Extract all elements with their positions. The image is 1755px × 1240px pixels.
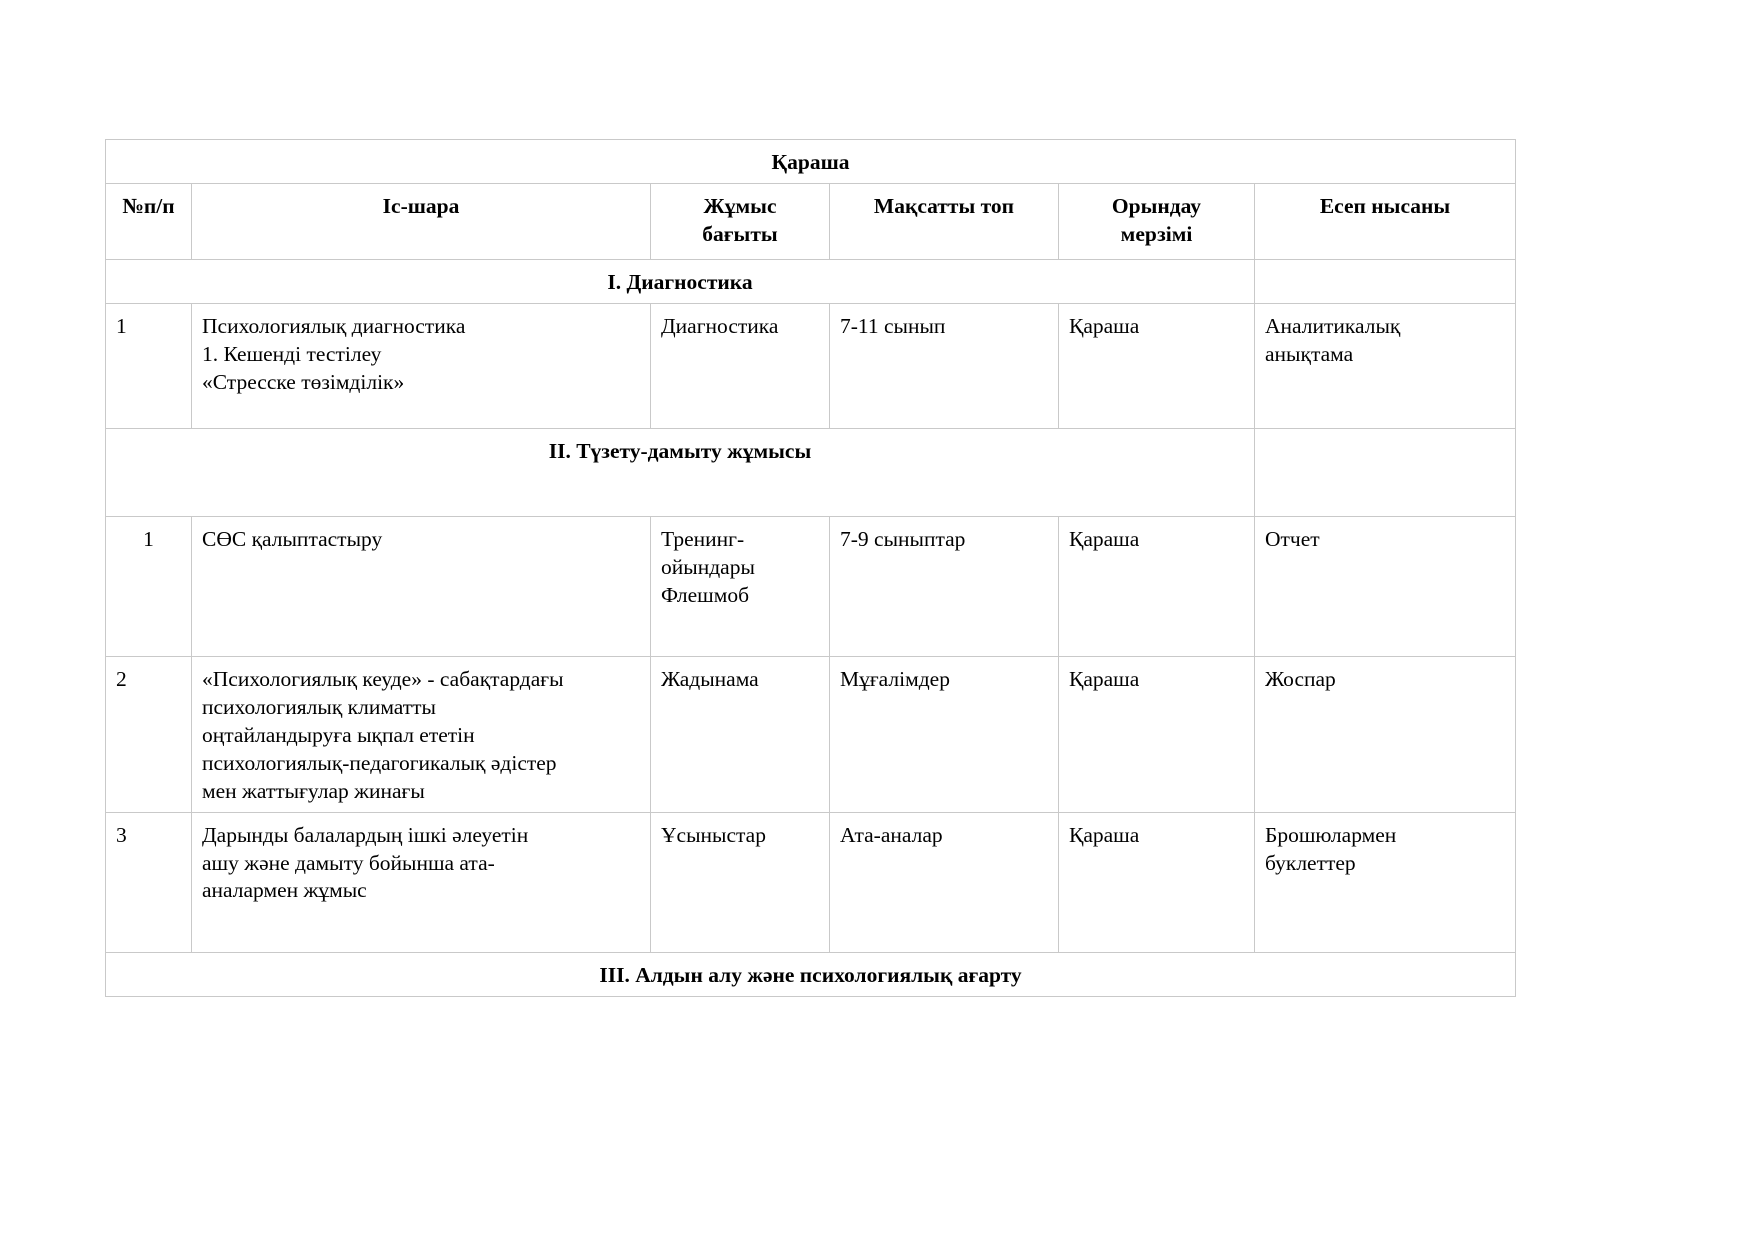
row-number: 3 <box>106 812 192 952</box>
row-event <box>192 516 651 656</box>
row-target-group: Ата-аналар <box>830 812 1059 952</box>
row-term: Қараша <box>1059 516 1255 656</box>
row-report-line: Брошюлармен <box>1265 822 1397 847</box>
row-event-line: аналармен жұмыс <box>202 878 367 903</box>
column-header-report-form: Есеп нысаны <box>1255 183 1516 259</box>
row-direction <box>651 656 830 812</box>
section-1-heading-spacer <box>1255 259 1516 303</box>
row-direction-line: ойындары <box>661 554 755 579</box>
row-event <box>192 812 651 952</box>
row-direction-line: Жадынама <box>661 666 759 691</box>
monthly-plan-table <box>105 139 1516 997</box>
row-term: Қараша <box>1059 812 1255 952</box>
table-title-row <box>106 140 1516 184</box>
row-target-group: 7-11 сынып <box>830 303 1059 428</box>
row-event-line: Психологиялық диагностика <box>202 313 466 338</box>
row-direction <box>651 812 830 952</box>
row-target-group: Мұғалімдер <box>830 656 1059 812</box>
table-row <box>106 812 1516 952</box>
month-title: Қараша <box>106 140 1516 184</box>
table-header-row <box>106 183 1516 259</box>
row-event-line: 1. Кешенді тестілеу <box>202 341 382 366</box>
column-header-event: Іс-шара <box>192 183 651 259</box>
row-report-line: Жоспар <box>1265 666 1336 691</box>
row-report-form <box>1255 303 1516 428</box>
table-row <box>106 516 1516 656</box>
section-heading-2: ІІ. Түзету-дамыту жұмысы <box>106 428 1255 516</box>
row-direction-line: Флешмоб <box>661 582 750 607</box>
row-number: 1 <box>106 516 192 656</box>
row-term: Қараша <box>1059 303 1255 428</box>
row-report-line: Отчет <box>1265 526 1320 551</box>
row-event-line: ашу және дамыту бойынша ата- <box>202 850 495 875</box>
column-header-target-group: Мақсатты топ <box>830 183 1059 259</box>
row-number: 1 <box>106 303 192 428</box>
row-report-line: Аналитикалық <box>1265 313 1401 338</box>
plan-table-container <box>105 139 1515 997</box>
row-report-line: буклеттер <box>1265 850 1356 875</box>
section-heading-row-2 <box>106 428 1516 516</box>
row-direction <box>651 516 830 656</box>
row-event <box>192 303 651 428</box>
row-event-line: «Психологиялық кеуде» - сабақтардағы <box>202 666 564 691</box>
row-target-group: 7-9 сыныптар <box>830 516 1059 656</box>
section-heading-3: ІІІ. Алдын алу және психологиялық ағарту <box>106 952 1516 996</box>
row-direction-line: Тренинг- <box>661 526 745 551</box>
section-heading-row-3 <box>106 952 1516 996</box>
column-header-direction <box>651 183 830 259</box>
section-2-heading-spacer <box>1255 428 1516 516</box>
row-event-line: Дарынды балалардың ішкі әлеуетін <box>202 822 529 847</box>
row-report-form <box>1255 812 1516 952</box>
section-heading-1: І. Диагностика <box>106 259 1255 303</box>
row-event-line: «Стресске төзімділік» <box>202 369 405 394</box>
row-direction: Диагностика <box>651 303 830 428</box>
row-event <box>192 656 651 812</box>
row-event-line: СӨС қалыптастыру <box>202 526 383 551</box>
row-event-line: психологиялық-педагогикалық әдістер <box>202 750 557 775</box>
row-report-line: анықтама <box>1265 341 1354 366</box>
column-header-term-line2: мерзімі <box>1120 221 1193 246</box>
row-term: Қараша <box>1059 656 1255 812</box>
table-row <box>106 656 1516 812</box>
row-event-line: психологиялық климатты <box>202 694 437 719</box>
row-direction-line: Ұсыныстар <box>661 822 766 847</box>
column-header-direction-line2: бағыты <box>702 221 778 246</box>
table-row <box>106 303 1516 428</box>
row-event-line: мен жаттығулар жинағы <box>202 778 425 803</box>
column-header-direction-line1: Жұмыс <box>703 193 777 218</box>
row-event-line: оңтайландыруға ықпал ететін <box>202 722 475 747</box>
row-number: 2 <box>106 656 192 812</box>
section-heading-row-1 <box>106 259 1516 303</box>
column-header-num: №п/п <box>106 183 192 259</box>
row-report-form <box>1255 516 1516 656</box>
row-report-form <box>1255 656 1516 812</box>
column-header-term <box>1059 183 1255 259</box>
column-header-term-line1: Орындау <box>1111 193 1202 218</box>
